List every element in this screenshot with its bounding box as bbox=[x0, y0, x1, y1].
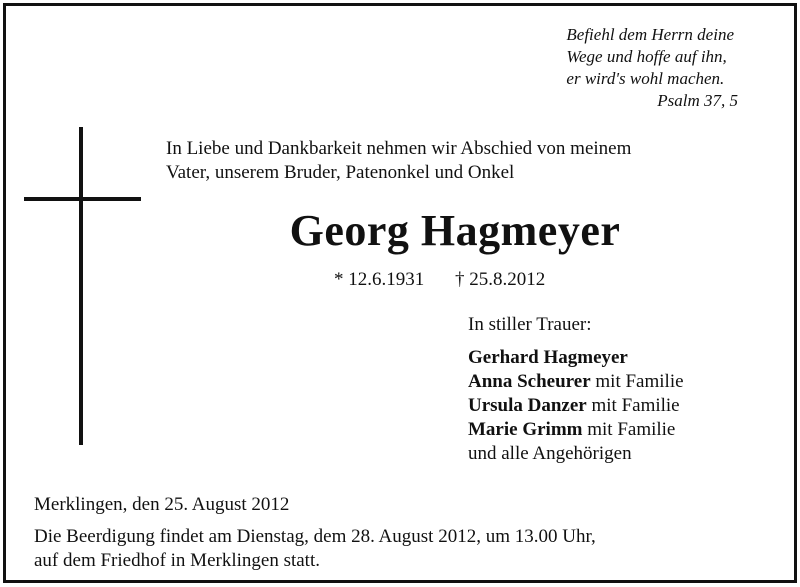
mourner-name: Gerhard Hagmeyer bbox=[468, 347, 628, 368]
mourner-entry bbox=[468, 370, 684, 394]
cross-icon-crossbar bbox=[24, 197, 141, 201]
burial-line: Die Beerdigung findet am Dienstag, dem 28. August 2012, um 13.00 Uhr, bbox=[34, 526, 596, 547]
intro-line: Vater, unserem Bruder, Patenonkel und Onkel bbox=[166, 162, 515, 183]
death-date: † 25.8.2012 bbox=[455, 269, 546, 290]
mourners-list bbox=[468, 346, 684, 466]
place-date: Merklingen, den 25. August 2012 bbox=[34, 494, 290, 515]
psalm-line: Befiehl dem Herrn deine bbox=[566, 25, 734, 44]
psalm-line: Wege und hoffe auf ihn, bbox=[566, 47, 727, 66]
intro-line: In Liebe und Dankbarkeit nehmen wir Abschied von meinem bbox=[166, 138, 632, 159]
mourner-name: Marie Grimm bbox=[468, 419, 583, 440]
mourner-suffix: mit Familie bbox=[586, 395, 680, 416]
life-dates bbox=[334, 269, 545, 291]
mourner-suffix: mit Familie bbox=[590, 371, 684, 392]
mourner-entry bbox=[468, 418, 684, 442]
burial-notice bbox=[34, 525, 596, 573]
psalm-reference: Psalm 37, 5 bbox=[657, 91, 738, 110]
mourner-entry bbox=[468, 346, 684, 370]
mourners-closing: und alle Angehörigen bbox=[468, 443, 632, 464]
psalm-quote bbox=[566, 24, 738, 112]
birth-date: * 12.6.1931 bbox=[334, 269, 425, 290]
mourner-entry bbox=[468, 394, 684, 418]
mourner-name: Ursula Danzer bbox=[468, 395, 587, 416]
mourning-heading: In stiller Trauer: bbox=[468, 314, 592, 335]
mourner-name: Anna Scheurer bbox=[468, 371, 591, 392]
cross-icon bbox=[79, 127, 83, 445]
burial-line: auf dem Friedhof in Merklingen statt. bbox=[34, 550, 320, 571]
psalm-line: er wird's wohl machen. bbox=[566, 69, 725, 88]
deceased-name: Georg Hagmeyer bbox=[289, 206, 621, 255]
mourner-suffix: mit Familie bbox=[582, 419, 676, 440]
intro-text bbox=[166, 137, 631, 185]
